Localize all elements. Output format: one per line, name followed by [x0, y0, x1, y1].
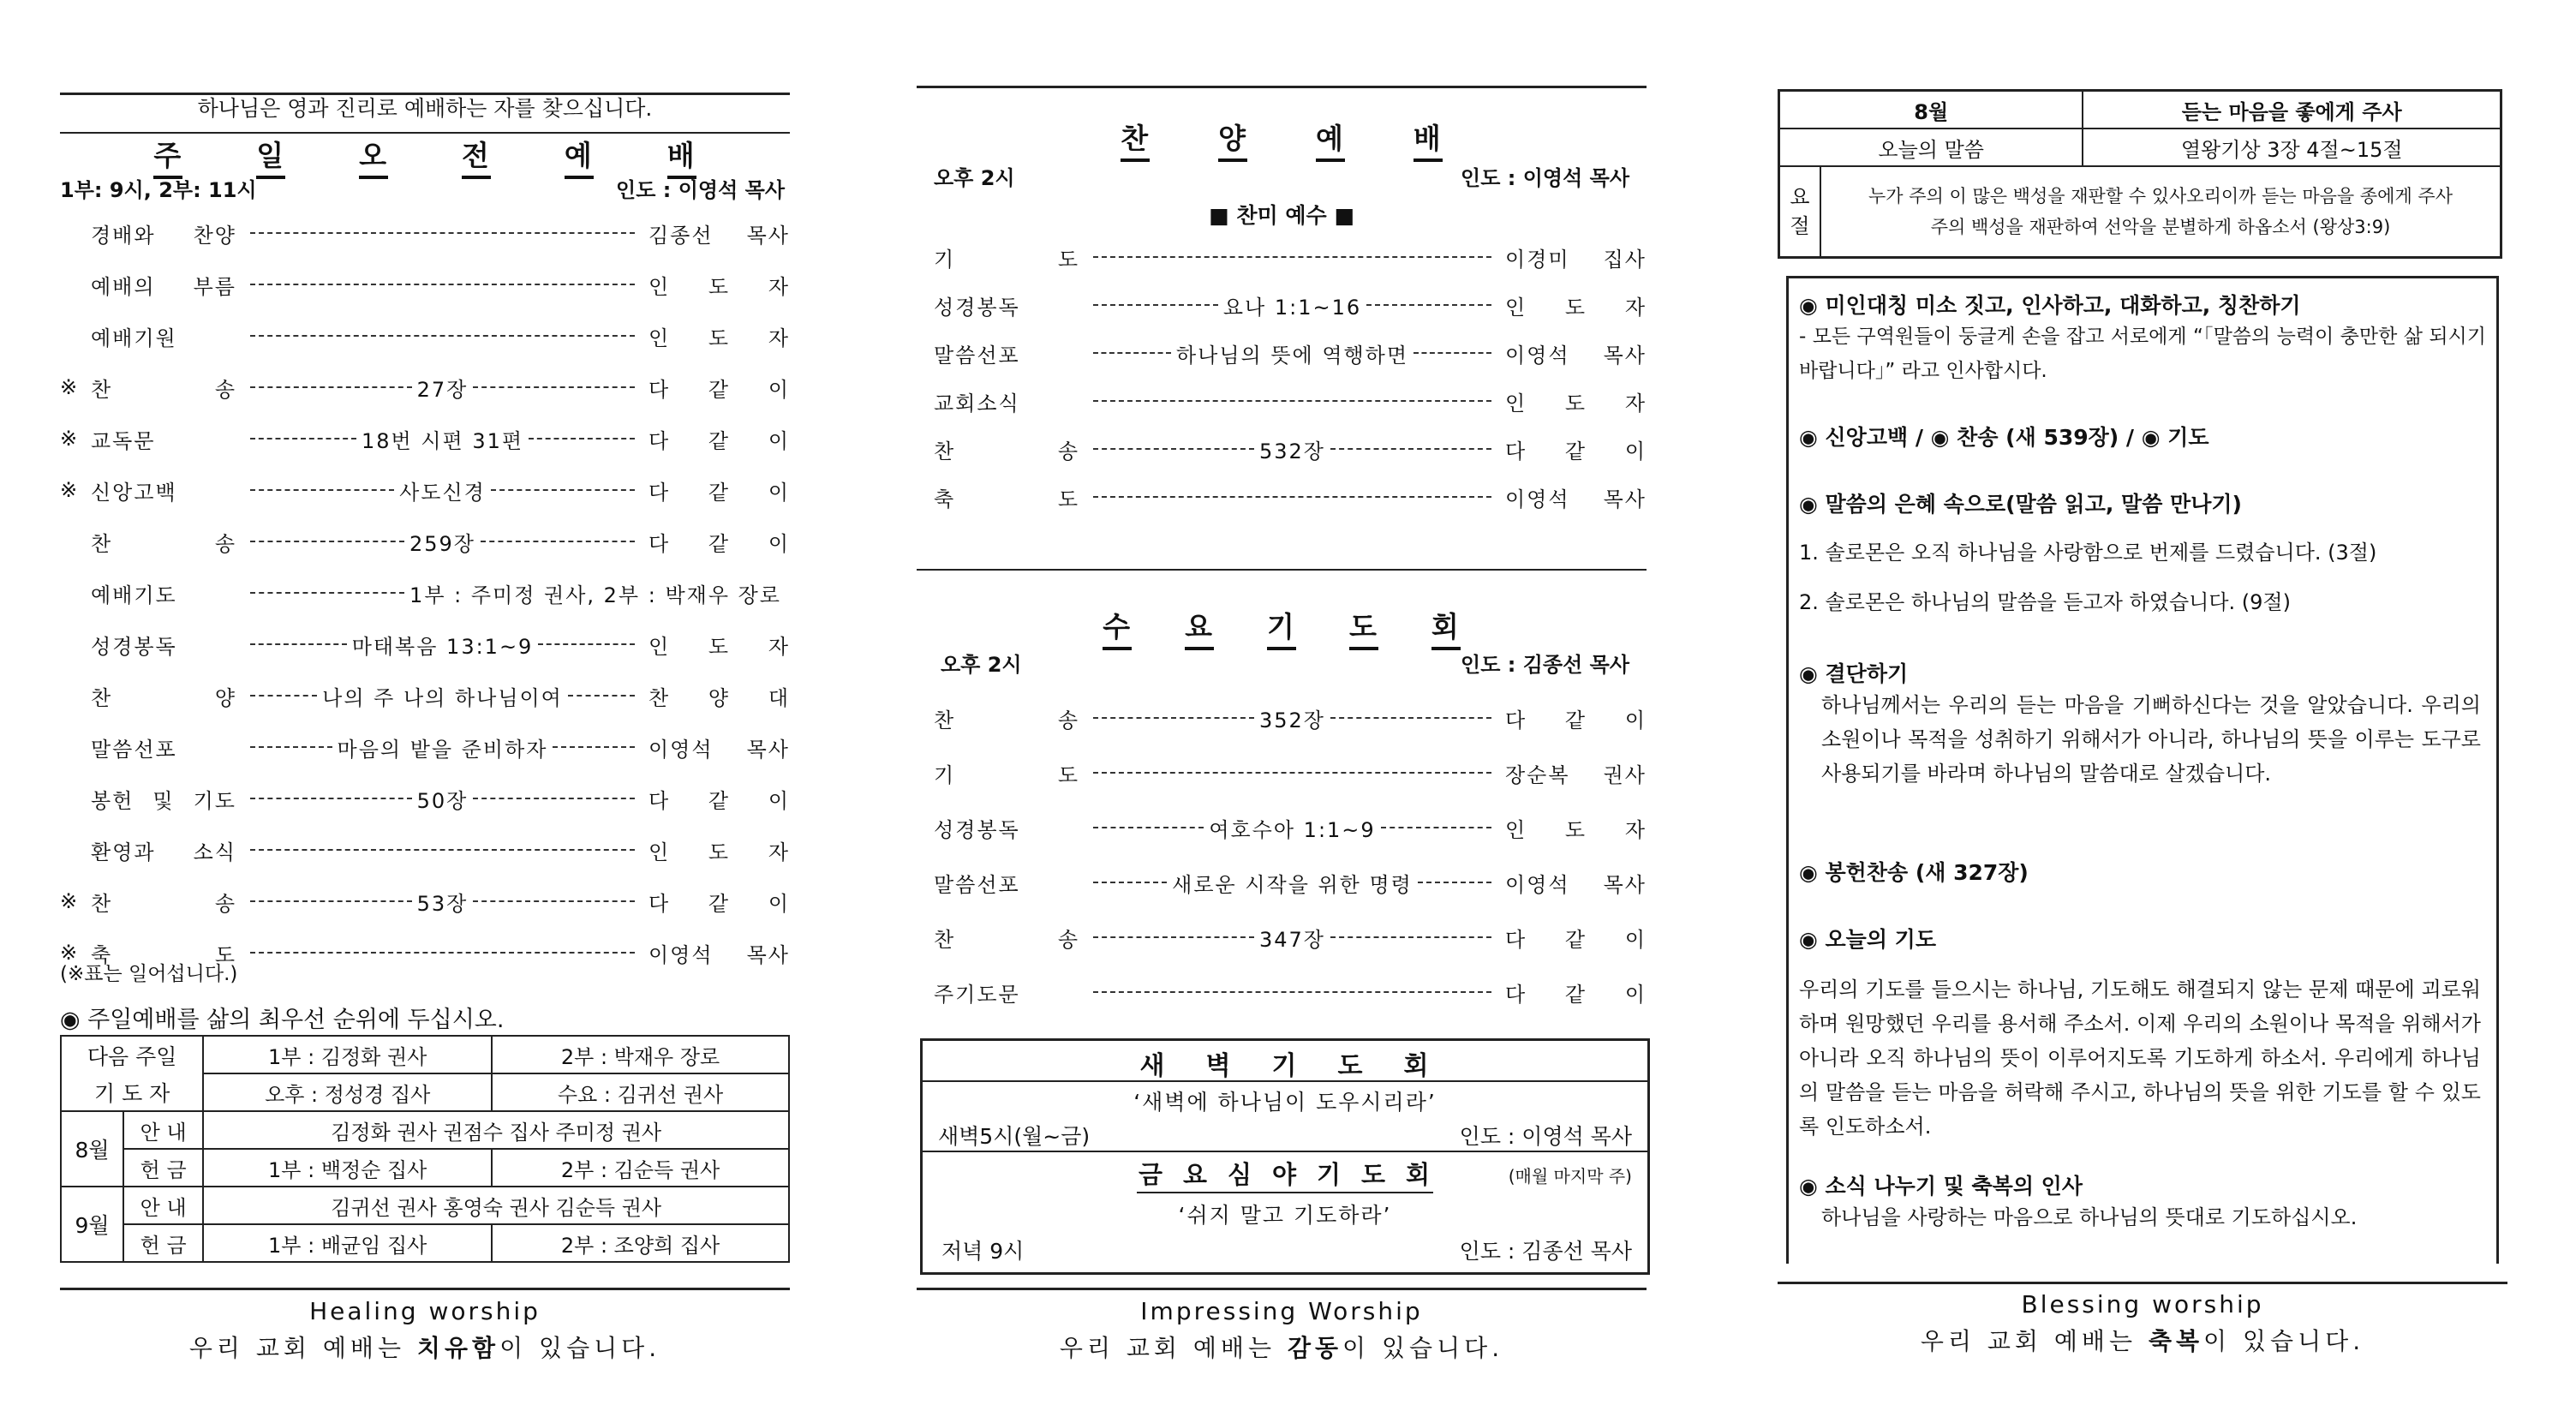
service-row — [917, 701, 1647, 735]
title-char: 찬 — [1121, 117, 1150, 162]
service-row — [60, 576, 790, 610]
service-person: 장순복 권사 — [1505, 762, 1647, 787]
duty-cell: 2부 : 김순득 권사 — [492, 1149, 789, 1187]
title-char: 배 — [667, 134, 696, 179]
title-char: 새 — [1139, 1051, 1167, 1081]
footer-text: 우리 교회 예배는 — [1920, 1327, 2149, 1355]
dash-fill — [1093, 256, 1491, 258]
section-prayer-head: ◉ 오늘의 기도 — [1799, 927, 1936, 952]
leader-dots — [245, 681, 640, 711]
service-detail: 53장 — [416, 891, 469, 916]
service-item: 예배의 부름 — [91, 274, 236, 299]
footer-korean — [917, 1330, 1647, 1364]
footer-korean — [1778, 1323, 2507, 1357]
dash-fill — [1093, 352, 1171, 354]
service-item: 예배기원 — [91, 326, 177, 350]
service-person: 이경미 집사 — [1505, 247, 1647, 272]
service-row — [60, 884, 790, 918]
leader-dots — [245, 475, 640, 505]
service-person: 이영석 목사 — [648, 737, 790, 762]
service-item: 찬 양 — [91, 685, 236, 710]
guide-label: 안 내 — [123, 1187, 203, 1224]
lesson-body-box — [1786, 276, 2499, 1264]
service-row — [60, 627, 790, 661]
service-item: 예배기도 — [91, 583, 177, 607]
title-char: 도 — [1361, 1160, 1388, 1189]
service-person: 다 같 이 — [1505, 708, 1647, 732]
service-item: 찬 송 — [934, 708, 1079, 732]
dash-fill — [250, 695, 317, 697]
service-leader: 인도 : 이영석 목사 — [616, 178, 785, 202]
service-detail: 18번 시편 31편 — [361, 428, 524, 453]
summary-line: 주의 백성을 재판하여 선악을 분별하게 하옵소서 (왕상3:9) — [1930, 217, 2391, 237]
section-rule — [917, 569, 1647, 571]
dash-fill — [1366, 304, 1491, 306]
service-person: 인 도 자 — [1505, 391, 1647, 416]
inner-rule — [923, 1151, 1647, 1152]
dash-fill — [250, 489, 394, 491]
stand-mark: ※ — [60, 941, 78, 965]
service-row — [60, 833, 790, 867]
footer-english: Healing worship — [309, 1297, 541, 1325]
service-person: 다 같 이 — [1505, 927, 1647, 952]
priority-note: ◉ 주일예배를 삶의 최우선 순위에 두십시오. — [60, 1007, 505, 1033]
service-person: 인 도 자 — [648, 840, 790, 864]
leader-dots — [245, 335, 640, 337]
inner-rule — [1137, 1192, 1433, 1193]
service-person: 이영석 목사 — [1505, 872, 1647, 897]
title-char: 기 — [1317, 1160, 1343, 1189]
question-1: 1. 솔로몬은 오직 하나님을 사랑함으로 번제를 드렸습니다. (3절) — [1799, 541, 2377, 565]
dash-fill — [473, 386, 635, 388]
praise-worship-title — [917, 117, 1647, 162]
leader-dots — [1088, 772, 1497, 774]
prayer-leader-label: 기 도 자 — [61, 1073, 203, 1111]
lesson-month: 8월 — [1779, 91, 2083, 129]
footer-text: 이 있습니다. — [1342, 1334, 1504, 1362]
service-row — [60, 730, 790, 764]
section-prayer-body: 우리의 기도를 들으시는 하나님, 기도해도 해결되지 않는 문제 때문에 괴로워하며 원망했던 우리를 용서해 주소서. 이제 우리의 소원이나 목적을 위해서가 아니라 오직 하나님의 뜻이 이루어지도록 기도하게 하소서. 우리에게 하나님의 말씀을 듣는 마음을 허락해 주시고, 하나님의 뜻을 위한 기도를 할 수 있도록 인도하소서. — [1799, 978, 2481, 1139]
section-greeting-body: - 모든 구역원들이 둥글게 손을 잡고 서로에게 “「말씀의 능력이 충만한 삶 되시기 바랍니다」” 라고 인사합시다. — [1799, 326, 2486, 382]
service-item: 찬 송 — [91, 377, 236, 402]
title-char: 기 — [1271, 1051, 1299, 1081]
summary-verse — [1820, 166, 2501, 258]
service-row — [60, 216, 790, 250]
service-item: 말씀선포 — [91, 737, 177, 762]
service-item: 환영과 소식 — [91, 840, 236, 864]
footer-emphasis: 축복 — [2148, 1327, 2204, 1355]
title-char: 심 — [1227, 1160, 1253, 1189]
service-row — [60, 679, 790, 713]
dash-fill — [1418, 882, 1491, 883]
service-detail: 1부 : 주미정 권사, 2부 : 박재우 장로 — [409, 583, 781, 607]
leader-dots — [245, 578, 781, 608]
title-char: 배 — [1414, 117, 1443, 162]
service-row — [917, 384, 1647, 418]
duty-cell: 오후 : 정성경 집사 — [203, 1073, 492, 1111]
service-person: 다 같 이 — [648, 480, 790, 505]
lesson-theme: 듣는 마음을 좋에게 주사 — [2083, 91, 2501, 129]
lesson-header-table — [1778, 89, 2502, 259]
title-char: 회 — [1431, 605, 1461, 650]
title-char: 요 — [1182, 1160, 1209, 1189]
service-row — [917, 810, 1647, 845]
duty-cell: 수요 : 김귀선 권사 — [492, 1073, 789, 1111]
friday-leader: 인도 : 김종선 목사 — [1459, 1239, 1632, 1264]
month-august: 8월 — [61, 1111, 123, 1187]
section-word-head: ◉ 말씀의 은혜 속으로(말씀 읽고, 말씀 만나기) — [1799, 492, 2242, 517]
stand-mark: ※ — [60, 375, 78, 399]
duty-cell: 1부 : 백정순 집사 — [203, 1149, 492, 1187]
dash-fill — [553, 746, 635, 748]
stand-mark: ※ — [60, 427, 78, 451]
dash-fill — [1381, 827, 1491, 828]
service-row — [917, 336, 1647, 370]
dash-fill — [1093, 400, 1491, 402]
service-item: 성경봉독 — [934, 817, 1020, 842]
friday-time: 저녁 9시 — [941, 1239, 1025, 1264]
service-person: 다 같 이 — [648, 377, 790, 402]
footer-text: 우리 교회 예배는 — [1059, 1334, 1288, 1362]
dash-fill — [250, 232, 635, 234]
leader-dots — [1088, 256, 1497, 258]
footer-text: 이 있습니다. — [499, 1334, 661, 1362]
service-row — [917, 975, 1647, 1009]
leader-dots — [1088, 991, 1497, 993]
leader-dots — [1088, 703, 1497, 733]
service-item: 교독문 — [91, 428, 156, 453]
wednesday-time: 오후 2시 — [941, 653, 1022, 677]
title-char: 야 — [1271, 1160, 1298, 1189]
service-detail: 여호수아 1:1~9 — [1209, 817, 1376, 842]
dash-fill — [250, 335, 635, 337]
dash-fill — [250, 592, 404, 594]
service-item: 교회소식 — [934, 391, 1020, 416]
dash-fill — [1093, 882, 1167, 883]
top-rule — [917, 86, 1647, 88]
service-person: 찬 양 대 — [648, 685, 790, 710]
title-char: 오 — [359, 134, 388, 179]
service-item: 축 도 — [934, 487, 1079, 511]
service-item: 축 도 — [91, 942, 236, 967]
dash-fill — [568, 695, 635, 697]
service-person: 다 같 이 — [648, 428, 790, 453]
title-char: 도 — [1349, 605, 1378, 650]
leader-dots — [245, 732, 640, 762]
question-2: 2. 솔로몬은 하나님의 말씀을 듣고자 하였습니다. (9절) — [1799, 590, 2291, 614]
leader-dots — [1088, 813, 1497, 843]
summary-label-char: 요 — [1790, 185, 1810, 209]
dash-fill — [250, 849, 635, 851]
title-char: 주 — [153, 134, 182, 179]
dash-fill — [1414, 352, 1491, 354]
service-item: 찬 송 — [934, 439, 1079, 463]
next-week-label: 다음 주일 — [61, 1036, 203, 1073]
service-row — [60, 473, 790, 507]
service-item: 성경봉독 — [91, 634, 177, 659]
dash-fill — [1330, 717, 1491, 719]
dash-fill — [1093, 827, 1204, 828]
dash-fill — [250, 438, 356, 439]
summary-label-char: 절 — [1790, 214, 1810, 238]
title-char: 예 — [1316, 117, 1345, 162]
footer-emphasis: 치유함 — [416, 1334, 500, 1362]
footer-rule — [1778, 1282, 2507, 1284]
footer-rule — [917, 1288, 1647, 1290]
leader-dots — [245, 373, 640, 403]
praise-subtitle: ■ 찬미 예수 ■ — [1209, 203, 1354, 228]
section-confession-head: ◉ 신앙고백 / ◉ 찬송 (새 539장) / ◉ 기도 — [1799, 425, 2209, 450]
service-item: 경배와 찬양 — [91, 223, 236, 248]
duty-cell: 2부 : 조양희 집사 — [492, 1224, 789, 1262]
service-item: 기 도 — [934, 762, 1079, 787]
service-item: 봉헌 및 기도 — [91, 788, 236, 813]
section-decision-head: ◉ 결단하기 — [1799, 661, 1909, 686]
title-char: 회 — [1406, 1160, 1432, 1189]
guide-label: 안 내 — [123, 1111, 203, 1149]
footer-english: Impressing Worship — [1140, 1297, 1423, 1325]
section-decision-body: 하나님께서는 우리의 듣는 마음을 기뻐하신다는 것을 알았습니다. 우리의 소원이나 목적을 성취하기 위해서가 아니라, 하나님의 뜻을 이루는 도구로 사용되기를 바라며 하나님의 말씀대로 살겠습니다. — [1821, 693, 2481, 786]
service-person: 인 도 자 — [648, 326, 790, 350]
dash-fill — [1330, 936, 1491, 938]
duty-cell: 1부 : 김정화 권사 — [203, 1036, 492, 1073]
leader-dots — [245, 424, 640, 454]
dash-fill — [1093, 717, 1254, 719]
inner-rule — [923, 1080, 1647, 1082]
duty-cell: 1부 : 배균임 집사 — [203, 1224, 492, 1262]
service-person: 다 같 이 — [648, 891, 790, 916]
leader-dots — [1088, 923, 1497, 953]
service-person: 인 도 자 — [648, 274, 790, 299]
motto: 하나님은 영과 진리로 예배하는 자를 찾으십니다. — [197, 96, 653, 121]
dash-fill — [1093, 304, 1218, 306]
leader-dots — [1088, 338, 1497, 368]
service-detail: 나의 주 나의 하나님이여 — [322, 685, 563, 710]
service-item: 말씀선포 — [934, 872, 1020, 897]
dash-fill — [250, 643, 347, 645]
offering-label: 헌 금 — [123, 1149, 203, 1187]
dash-fill — [250, 798, 412, 799]
service-row — [917, 920, 1647, 954]
service-person: 다 같 이 — [648, 531, 790, 556]
service-detail: 259장 — [409, 531, 475, 556]
leader-dots — [245, 784, 640, 814]
service-row — [60, 319, 790, 353]
section-greeting-head: ◉ 미인대칭 미소 짓고, 인사하고, 대화하고, 칭찬하기 — [1799, 293, 2301, 318]
service-row — [60, 422, 790, 456]
sunday-worship-panel — [60, 0, 790, 1423]
service-detail: 50장 — [416, 788, 469, 813]
footer-korean — [60, 1330, 790, 1364]
service-row — [917, 288, 1647, 322]
service-detail: 새로운 시작을 위한 명령 — [1172, 872, 1413, 897]
leader-dots — [1088, 434, 1497, 464]
footer-english: Blessing worship — [2021, 1290, 2264, 1318]
leader-dots — [245, 527, 640, 557]
dash-fill — [1093, 448, 1254, 450]
service-item: 찬 송 — [91, 891, 236, 916]
service-person: 인 도 자 — [1505, 295, 1647, 320]
service-times: 1부: 9시, 2부: 11시 — [60, 178, 257, 202]
offering-label: 헌 금 — [123, 1224, 203, 1262]
service-detail: 마음의 밭을 준비하자 — [337, 737, 548, 762]
title-char: 벽 — [1205, 1051, 1233, 1081]
service-person: 이영석 목사 — [648, 942, 790, 967]
dawn-motto: ‘새벽에 하나님이 도우시리라’ — [1133, 1090, 1437, 1115]
duty-cell: 김귀선 권사 홍영숙 권사 김순득 권사 — [203, 1187, 789, 1224]
dash-fill — [491, 489, 635, 491]
service-detail: 하나님의 뜻에 역행하면 — [1175, 343, 1409, 368]
leader-dots — [245, 849, 640, 851]
service-row — [917, 865, 1647, 900]
title-char: 수 — [1103, 605, 1132, 650]
section-news-head: ◉ 소식 나누기 및 축복의 인사 — [1799, 1174, 2083, 1199]
section-news-body: 하나님을 사랑하는 마음으로 하나님의 뜻대로 기도하십시오. — [1821, 1205, 2358, 1229]
dawn-time: 새벽5시(월~금) — [938, 1124, 1091, 1149]
word-label: 오늘의 말씀 — [1779, 129, 2083, 166]
service-detail: 마태복음 13:1~9 — [351, 634, 534, 659]
duty-cell: 2부 : 박재우 장로 — [492, 1036, 789, 1073]
title-char: 도 — [1337, 1051, 1365, 1081]
title-char: 일 — [256, 134, 285, 179]
title-char: 예 — [565, 134, 594, 179]
dawn-prayer-title — [923, 1044, 1647, 1082]
service-detail: 532장 — [1259, 439, 1325, 463]
service-person: 이영석 목사 — [1505, 343, 1647, 368]
service-row — [60, 370, 790, 404]
dash-fill — [250, 386, 412, 388]
service-detail: 사도신경 — [399, 480, 486, 505]
service-item: 주기도문 — [934, 982, 1020, 1007]
service-row — [60, 524, 790, 559]
dash-fill — [538, 643, 635, 645]
duty-table — [60, 1035, 790, 1263]
title-char: 양 — [1218, 117, 1247, 162]
service-detail: 요나 1:1~16 — [1222, 295, 1362, 320]
service-row — [917, 756, 1647, 790]
service-person: 인 도 자 — [1505, 817, 1647, 842]
wednesday-leader: 인도 : 김종선 목사 — [1461, 653, 1629, 677]
footer-text: 이 있습니다. — [2203, 1327, 2365, 1355]
wednesday-prayer-title — [917, 605, 1647, 650]
title-char: 금 — [1138, 1160, 1164, 1189]
service-person: 다 같 이 — [1505, 982, 1647, 1007]
leader-dots — [1088, 400, 1497, 402]
service-item: 성경봉독 — [934, 295, 1020, 320]
service-detail: 352장 — [1259, 708, 1325, 732]
praise-time: 오후 2시 — [934, 166, 1015, 190]
leader-dots — [1088, 290, 1497, 320]
leader-dots — [245, 952, 640, 954]
dash-fill — [250, 746, 332, 748]
service-person: 김종선 목사 — [648, 223, 790, 248]
stand-mark: ※ — [60, 478, 78, 502]
leader-dots — [245, 232, 640, 234]
service-item: 신앙고백 — [91, 480, 177, 505]
service-row — [917, 432, 1647, 466]
service-row — [60, 267, 790, 302]
dawn-leader: 인도 : 이영석 목사 — [1459, 1124, 1632, 1149]
dash-fill — [250, 900, 412, 902]
word-reference: 열왕기상 3장 4절~15절 — [2083, 129, 2501, 166]
leader-dots — [245, 630, 640, 660]
title-char: 회 — [1403, 1051, 1431, 1081]
service-detail: 347장 — [1259, 927, 1325, 952]
title-char: 요 — [1185, 605, 1214, 650]
service-item: 찬 송 — [91, 531, 236, 556]
leader-dots — [245, 284, 640, 285]
leader-dots — [1088, 868, 1497, 898]
service-item: 찬 송 — [934, 927, 1079, 952]
title-char: 전 — [462, 134, 491, 179]
friday-motto: ‘쉬지 말고 기도하라’ — [1178, 1203, 1392, 1228]
dash-fill — [529, 438, 635, 439]
dash-fill — [481, 541, 635, 542]
summary-label — [1779, 166, 1821, 258]
duty-cell: 김정화 권사 권점수 집사 주미정 권사 — [203, 1111, 789, 1149]
service-row — [917, 480, 1647, 514]
footer-text: 우리 교회 예배는 — [188, 1334, 417, 1362]
month-september: 9월 — [61, 1187, 123, 1262]
service-row — [60, 781, 790, 816]
dash-fill — [473, 900, 635, 902]
service-person: 다 같 이 — [648, 788, 790, 813]
dash-fill — [1093, 772, 1491, 774]
afternoon-services-panel — [917, 0, 1647, 1423]
dash-fill — [250, 284, 635, 285]
footer-emphasis: 감동 — [1287, 1334, 1343, 1362]
footer-rule — [60, 1288, 790, 1290]
service-row — [917, 240, 1647, 274]
friday-note: (매월 마지막 주) — [1508, 1166, 1632, 1187]
prayer-meetings-box — [920, 1038, 1650, 1275]
leader-dots — [1088, 496, 1497, 498]
title-char: 기 — [1267, 605, 1296, 650]
summary-line: 누가 주의 이 많은 백성을 재판할 수 있사오리이까 듣는 마음을 종에게 주사 — [1868, 186, 2453, 206]
dash-fill — [1093, 936, 1254, 938]
service-item: 기 도 — [934, 247, 1079, 272]
dash-fill — [473, 798, 635, 799]
stand-mark: ※ — [60, 889, 78, 913]
service-person: 다 같 이 — [1505, 439, 1647, 463]
stand-note: (※표는 일어섭니다.) — [60, 963, 238, 985]
dash-fill — [1330, 448, 1491, 450]
section-offering-head: ◉ 봉헌찬송 (새 327장) — [1799, 860, 2029, 885]
dash-fill — [1093, 496, 1491, 498]
leader-dots — [245, 887, 640, 917]
praise-leader: 인도 : 이영석 목사 — [1461, 166, 1629, 190]
dash-fill — [250, 541, 404, 542]
dash-fill — [1093, 991, 1491, 993]
service-item: 말씀선포 — [934, 343, 1020, 368]
service-person: 인 도 자 — [648, 634, 790, 659]
service-detail: 27장 — [416, 377, 469, 402]
service-person: 이영석 목사 — [1505, 487, 1647, 511]
cell-group-panel — [1778, 0, 2507, 1423]
dash-fill — [250, 952, 635, 954]
